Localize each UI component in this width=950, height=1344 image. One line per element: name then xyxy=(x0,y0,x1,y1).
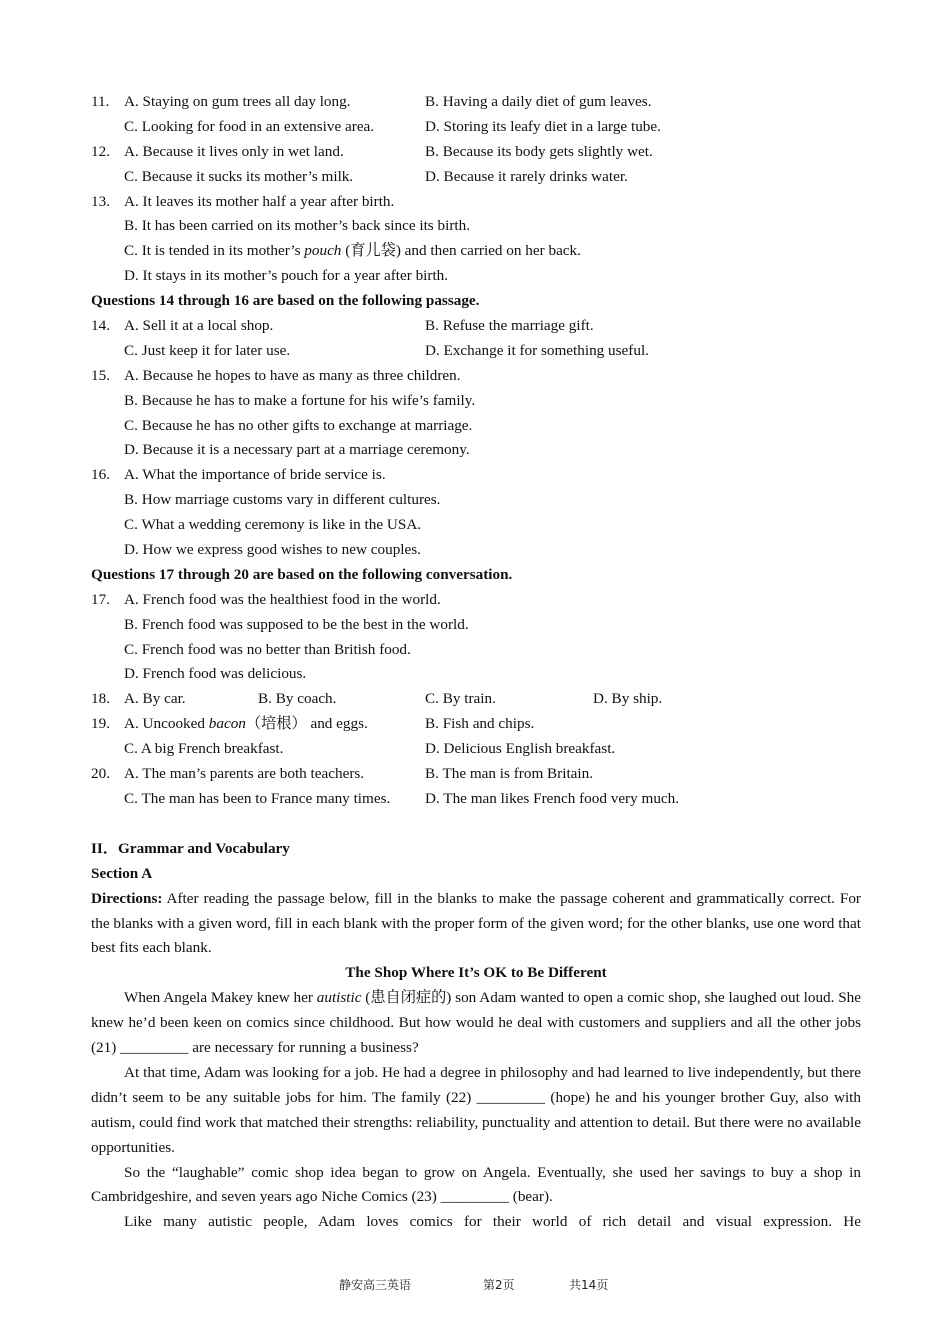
question-16-option-b xyxy=(91,488,861,513)
option-d: D. The man likes French food very much. xyxy=(425,789,680,807)
option-a xyxy=(124,712,368,737)
option-b: B. French food was supposed to be the best in the world. xyxy=(124,615,469,633)
option-c: C. Just keep it for later use. xyxy=(124,341,291,359)
option-c: C. By train. xyxy=(425,690,496,708)
passage-paragraph-3: So the “laughable” comic shop idea began to grow on Angela. Eventually, she used her savings to buy a shop in Cambridgeshire, and seven years ago Niche Comics (23) _________ (bear). xyxy=(91,1163,861,1206)
italic-term: pouch xyxy=(304,242,342,260)
question-number: 20. xyxy=(91,765,110,783)
option-b: B. The man is from Britain. xyxy=(425,765,594,783)
option-a: A. Because he hopes to have as many as three children. xyxy=(124,366,461,384)
exam-page xyxy=(91,90,861,1235)
option-d: D. Because it is a necessary part at a marriage ceremony. xyxy=(124,441,470,459)
option-d: D. Exchange it for something useful. xyxy=(425,341,649,359)
question-13 xyxy=(91,190,861,215)
option-b: B. It has been carried on its mother’s back since its birth. xyxy=(124,217,470,235)
directions xyxy=(91,887,861,962)
section-a-text: Section A xyxy=(91,864,153,882)
question-12 xyxy=(91,140,861,165)
question-14 xyxy=(91,314,861,339)
question-number: 12. xyxy=(91,142,110,160)
question-13-option-d xyxy=(91,264,861,289)
question-number: 19. xyxy=(91,715,110,733)
option-c: C. Because he has no other gifts to exchange at marriage. xyxy=(124,416,473,434)
heading-text: Questions 14 through 16 are based on the following passage. xyxy=(91,292,480,310)
option-b: B. How marriage customs vary in different cultures. xyxy=(124,491,441,509)
question-20 xyxy=(91,762,861,787)
option-d: D. French food was delicious. xyxy=(124,665,307,683)
page-footer xyxy=(0,1276,950,1296)
italic-term: autistic xyxy=(316,989,362,1007)
question-17-option-d xyxy=(91,662,861,687)
option-c: C. Because it sucks its mother’s milk. xyxy=(124,167,354,185)
question-16 xyxy=(91,463,861,488)
option-a: A. By car. xyxy=(124,690,186,708)
option-b: B. By coach. xyxy=(258,690,337,708)
option-d: D. Storing its leafy diet in a large tube. xyxy=(425,117,661,135)
section-a-title xyxy=(91,862,861,887)
italic-term: bacon xyxy=(208,715,246,733)
question-number: 17. xyxy=(91,590,110,608)
question-15-option-d xyxy=(91,438,861,463)
passage-paragraph-2: At that time, Adam was looking for a job. He had a degree in philosophy and had learned to live independently, but there didn’t seem to be any suitable jobs for him. The family (22) _________ (hope) he and his younger brother Guy, also with autism, could find work that matched their strengths: reliability, punctuality and attention to detail. But there were no available opportunities. xyxy=(91,1063,861,1156)
option-c: C. A big French breakfast. xyxy=(124,740,284,758)
option-b: B. Having a daily diet of gum leaves. xyxy=(425,93,652,110)
question-19 xyxy=(91,712,861,737)
question-13-option-c xyxy=(91,239,861,264)
question-number: 18. xyxy=(91,690,110,708)
option-a: A. Sell it at a local shop. xyxy=(124,317,274,335)
option-a: A. The man’s parents are both teachers. xyxy=(124,765,365,783)
option-c: C. What a wedding ceremony is like in the USA. xyxy=(124,516,422,534)
question-number: 15. xyxy=(91,366,110,384)
section-heading-17-20 xyxy=(91,563,861,588)
question-18 xyxy=(91,687,861,712)
question-number: 13. xyxy=(91,192,110,210)
option-d: D. How we express good wishes to new couples. xyxy=(124,541,421,559)
option-c: C. Looking for food in an extensive area. xyxy=(124,117,375,135)
directions-text: After reading the passage below, fill in the blanks to make the passage coherent and grammatically correct. For the blanks with a given word, fill in each blank with the proper form of the given word; for the other blanks, use one word that best fits each blank. xyxy=(91,889,861,957)
question-12-row2 xyxy=(91,165,861,190)
question-number: 14. xyxy=(91,317,110,335)
footer-title: 静安高三英语 xyxy=(339,1278,412,1292)
question-16-option-c xyxy=(91,513,861,538)
option-b: B. Refuse the marriage gift. xyxy=(425,317,594,335)
question-17-option-c xyxy=(91,638,861,663)
option-b: B. Because its body gets slightly wet. xyxy=(425,142,653,160)
footer-total-pages: 共14页 xyxy=(569,1278,609,1292)
footer-page-number: 第2页 xyxy=(483,1278,515,1292)
question-17-option-b xyxy=(91,613,861,638)
directions-label: Directions: xyxy=(91,889,163,907)
question-14-row2 xyxy=(91,339,861,364)
question-20-row2 xyxy=(91,787,861,812)
heading-text: Questions 17 through 20 are based on the following conversation. xyxy=(91,565,513,583)
option-d: D. It stays in its mother’s pouch for a year after birth. xyxy=(124,267,449,285)
option-c: C. French food was no better than British food. xyxy=(124,640,411,658)
option-text: A. Uncooked xyxy=(124,715,209,733)
option-text: (育儿袋) and then carried on her back. xyxy=(341,242,581,260)
question-17 xyxy=(91,588,861,613)
option-a: A. It leaves its mother half a year after birth. xyxy=(124,192,395,210)
question-15-option-c xyxy=(91,414,861,439)
option-c xyxy=(124,239,581,264)
option-d: D. Because it rarely drinks water. xyxy=(425,167,628,185)
option-a: A. Because it lives only in wet land. xyxy=(124,142,344,160)
spacer xyxy=(91,812,861,837)
question-19-row2 xyxy=(91,737,861,762)
question-number: 11. xyxy=(91,93,110,110)
option-a: A. Staying on gum trees all day long. xyxy=(124,93,351,110)
passage-paragraph-4: Like many autistic people, Adam loves comics for their world of rich detail and visual expression. He xyxy=(124,1213,861,1231)
option-text: C. It is tended in its mother’s xyxy=(124,242,305,260)
option-d: D. Delicious English breakfast. xyxy=(425,740,616,758)
question-15 xyxy=(91,364,861,389)
paragraph-text: When Angela Makey knew her xyxy=(124,989,317,1007)
section-heading-14-16 xyxy=(91,289,861,314)
section-title xyxy=(91,837,861,862)
option-b: B. Because he has to make a fortune for his wife’s family. xyxy=(124,391,476,409)
option-b: B. Fish and chips. xyxy=(425,715,535,733)
question-number: 16. xyxy=(91,466,110,484)
question-16-option-d xyxy=(91,538,861,563)
option-text: （培根） and eggs. xyxy=(245,715,368,733)
paragraph-text: (患自闭症的) son Adam wanted to open a comic shop, she laughed out loud. She knew he’d been keen on comics since childhood. But how would he deal with customers and suppliers and all the other jobs (21) _________ are necessary for running a business? xyxy=(91,989,862,1057)
question-15-option-b xyxy=(91,389,861,414)
question-11 xyxy=(91,90,861,115)
passage-paragraph-1 xyxy=(91,986,861,1061)
question-13-option-b xyxy=(91,214,861,239)
section-title-text: II．Grammar and Vocabulary xyxy=(91,839,290,857)
option-a: A. What the importance of bride service is. xyxy=(124,466,386,484)
passage-title: The Shop Where It’s OK to Be Different xyxy=(345,964,607,982)
question-11-row2 xyxy=(91,115,861,140)
option-c: C. The man has been to France many times. xyxy=(124,789,391,807)
option-a: A. French food was the healthiest food in the world. xyxy=(124,590,441,608)
option-d: D. By ship. xyxy=(593,690,663,708)
